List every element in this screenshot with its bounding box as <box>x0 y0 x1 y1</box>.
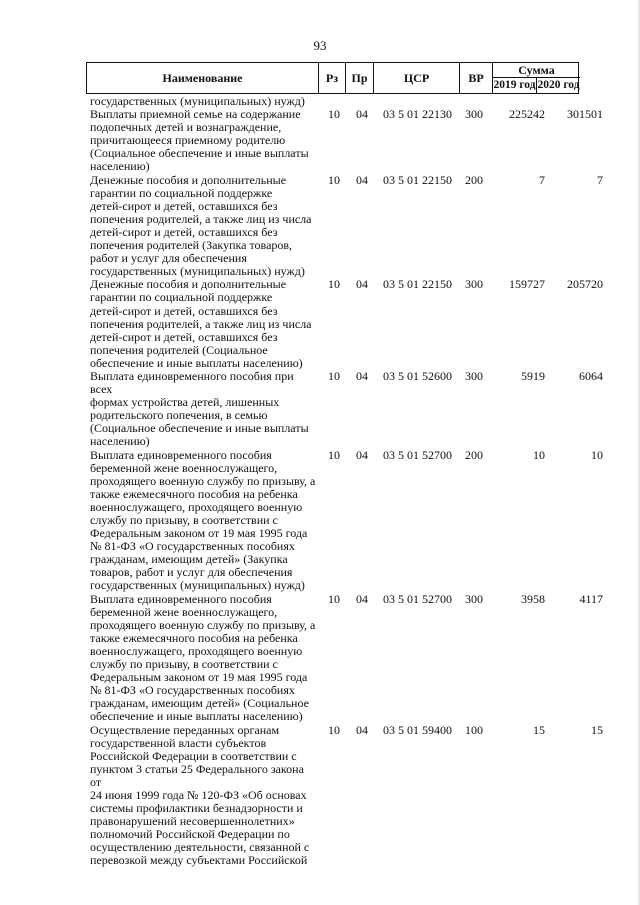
row-pr: 04 <box>356 368 368 383</box>
header-rz: Рз <box>318 63 345 93</box>
row-rz: 10 <box>328 591 340 606</box>
row-csr: 03 5 01 52700 <box>383 447 452 462</box>
row-pr: 04 <box>356 277 368 292</box>
row-sum-2019: 159727 <box>509 277 545 292</box>
table-row <box>90 174 610 279</box>
row-rz: 10 <box>328 447 340 462</box>
row-sum-2020: 301501 <box>567 107 603 122</box>
header-year-2020: 2020 год <box>537 79 580 91</box>
row-sum-2019: 3958 <box>521 591 545 606</box>
table-row <box>90 278 610 370</box>
header-name: Наименование <box>162 70 243 85</box>
table-row <box>90 593 610 724</box>
header-sum: Сумма <box>492 63 580 78</box>
row-vr: 300 <box>465 277 483 292</box>
row-csr: 03 5 01 22150 <box>383 172 452 187</box>
page-number: 93 <box>313 38 327 53</box>
row-name: Выплата единовременного пособия беременной жене военнослужащего, проходящего военную службу по призыву, а также ежемесячного пособия на ребенка военнослужащего, проходящего военную службу по призыву, в соответствии с Федеральным законом от 19 мая 1995 года № 81-ФЗ «О государственных пособиях гражданам, имеющим детей» (Закупка товаров, работ и услуг для обеспечения государственных (муниципальных) нужд) <box>90 447 316 593</box>
table-row <box>90 449 610 593</box>
row-name: Осуществление переданных органам государственной власти субъектов Российской Федерации в соответствии с пунктом 3 статьи 25 Федерального закона от 24 июня 1999 года № 120-ФЗ «Об основах системы профилактики безнадзорности и правонарушений несовершеннолетних» полномочий Российской Федерации по осуществлению деятельности, связанной с перевозкой между субъектами Российской <box>90 722 310 868</box>
row-pr: 04 <box>356 591 368 606</box>
row-sum-2019: 225242 <box>509 107 545 122</box>
row-csr: 03 5 01 22150 <box>383 277 452 292</box>
header-year-2019: 2019 год <box>493 79 536 91</box>
row-name: Денежные пособия и дополнительные гарантии по социальной поддержке детей-сирот и детей, оставшихся без попечения родителей, а также лиц из числа детей-сирот и детей, оставшихся без попечения родителей (Социальное обеспечение и иные выплаты населению) <box>90 277 312 370</box>
table-row <box>90 370 610 449</box>
row-rz: 10 <box>328 172 340 187</box>
row-rz: 10 <box>328 107 340 122</box>
row-vr: 200 <box>465 172 483 187</box>
row-sum-2020: 6064 <box>579 368 603 383</box>
row-vr: 200 <box>465 447 483 462</box>
row-name: Выплата единовременного пособия беременной жене военнослужащего, проходящего военную службу по призыву, а также ежемесячного пособия на ребенка военнослужащего, проходящего военную службу по призыву, в соответствии с Федеральным законом от 19 мая 1995 года № 81-ФЗ «О государственных пособиях гражданам, имеющим детей» (Социальное обеспечение и иные выплаты населению) <box>90 591 316 724</box>
row-pr: 04 <box>356 107 368 122</box>
row-sum-2020: 15 <box>591 722 603 737</box>
row-rz: 10 <box>328 277 340 292</box>
row-sum-2020: 7 <box>597 172 603 187</box>
row-sum-2019: 5919 <box>521 368 545 383</box>
row-csr: 03 5 01 22130 <box>383 107 452 122</box>
table-body <box>90 95 610 868</box>
row-csr: 03 5 01 59400 <box>383 722 452 737</box>
table-row <box>90 724 610 868</box>
row-vr: 100 <box>465 722 483 737</box>
table-row <box>90 108 610 173</box>
row-rz: 10 <box>328 368 340 383</box>
table-header <box>86 62 579 94</box>
row-sum-2020: 10 <box>591 447 603 462</box>
row-csr: 03 5 01 52700 <box>383 591 452 606</box>
row-sum-2019: 7 <box>539 172 545 187</box>
header-vr: ВР <box>459 63 492 93</box>
row-rz: 10 <box>328 722 340 737</box>
continuation-text: государственных (муниципальных) нужд) <box>90 94 305 108</box>
row-sum-2019: 10 <box>533 447 545 462</box>
row-sum-2020: 4117 <box>579 591 603 606</box>
row-pr: 04 <box>356 447 368 462</box>
row-vr: 300 <box>465 368 483 383</box>
row-sum-2019: 15 <box>533 722 545 737</box>
row-vr: 300 <box>465 591 483 606</box>
header-csr: ЦСР <box>373 63 459 93</box>
row-csr: 03 5 01 52600 <box>383 368 452 383</box>
row-vr: 300 <box>465 107 483 122</box>
row-pr: 04 <box>356 172 368 187</box>
row-name: Выплаты приемной семье на содержание подопечных детей и вознаграждение, причитающееся приемному родителю (Социальное обеспечение и иные выплаты населению) <box>90 107 309 174</box>
header-pr: Пр <box>345 63 373 93</box>
row-sum-2020: 205720 <box>567 277 603 292</box>
row-name: Денежные пособия и дополнительные гарантии по социальной поддержке детей-сирот и детей, оставшихся без попечения родителей, а также лиц из числа детей-сирот и детей, оставшихся без попечения родителей (Закупка товаров, работ и услуг для обеспечения государственных (муниципальных) нужд) <box>90 172 312 279</box>
row-name: Выплата единовременного пособия при всех формах устройства детей, лишенных родительского попечения, в семью (Социальное обеспечение и иные выплаты населению) <box>90 368 309 449</box>
row-pr: 04 <box>356 722 368 737</box>
